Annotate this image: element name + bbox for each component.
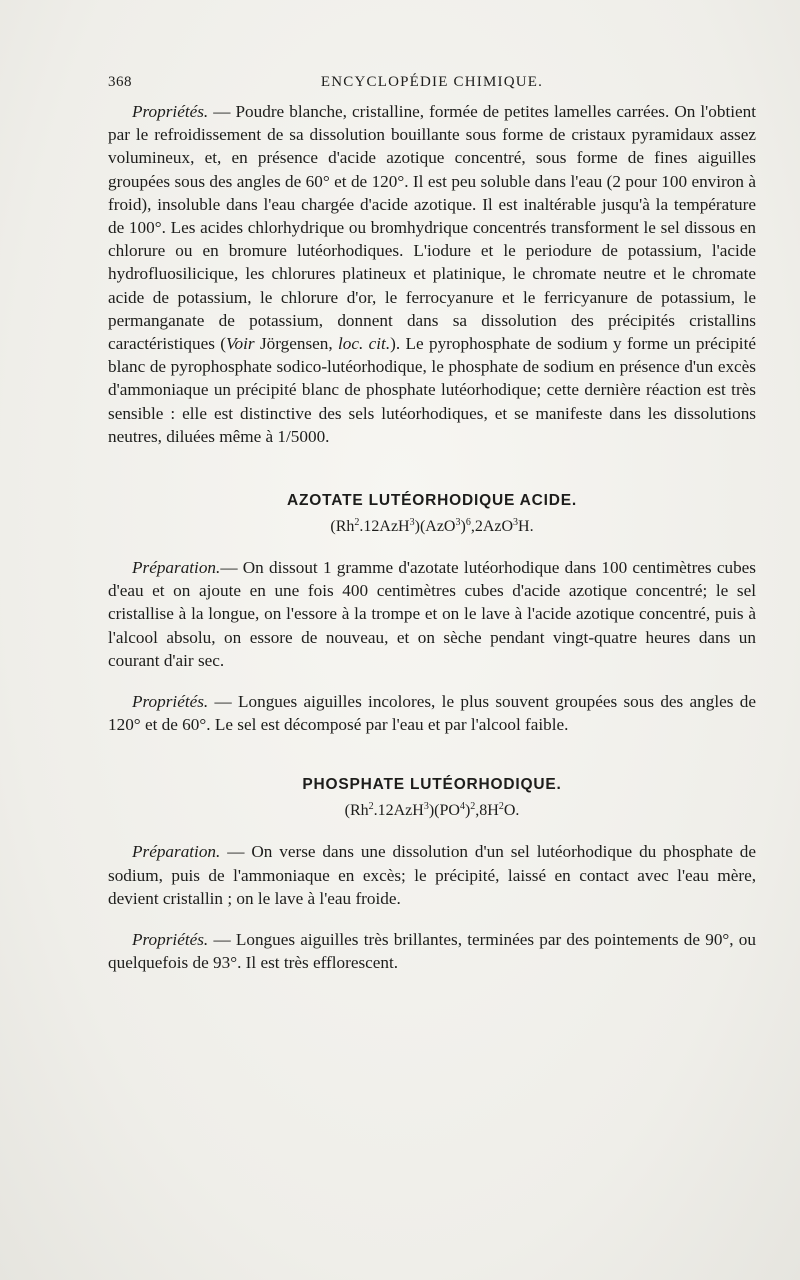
paragraph-text: — On verse dans une dissolution d'un sel lutéorhodique du phosphate de sodium, puis de l'ammoniaque en excès; le précipité, laissé en contact avec l'eau mère, devient cristallin ; on le lave à l'eau froide. xyxy=(108,842,756,908)
loc-cit-reference: loc. cit. xyxy=(338,334,391,354)
properties-paragraph-phosphate xyxy=(108,928,756,974)
formula-phosphate: $(Rh^2.12AzH^3)(PO^4)^2,8H^2O$. xyxy=(344,801,520,820)
paragraph-text: — Longues aiguilles incolores, le plus souvent groupées sous des angles de 120° et de 60°. Le sel est décomposé par l'eau et par l'alcool faible. xyxy=(108,692,756,735)
paragraph-lead: Préparation. xyxy=(132,842,221,862)
properties-paragraph-azotate xyxy=(108,690,756,736)
preparation-paragraph-phosphate xyxy=(108,840,756,910)
paragraph-text: ). Le pyrophosphate de sodium y forme un précipité blanc de pyrophosphate sodico-lutéorhodique, le phosphate de sodium en présence d'un excès d'ammoniaque un précipité blanc de phosphate lutéorhodique; cette dernière réaction est très sensible : elle est distinctive des sels lutéorhodiques, et se manifeste dans les dissolutions neutres, diluées même à 1/5000. xyxy=(108,334,756,446)
page-number: 368 xyxy=(108,74,132,90)
running-title: ENCYCLOPÉDIE CHIMIQUE. xyxy=(320,74,544,90)
voir-reference: Voir xyxy=(225,334,255,354)
section-title-phosphate: PHOSPHATE LUTÉORHODIQUE. xyxy=(302,776,562,794)
section-title-azotate: AZOTATE LUTÉORHODIQUE ACIDE. xyxy=(287,492,577,510)
paragraph-text: — Poudre blanche, cristalline, formée de petites lamelles carrées. On l'obtient par le refroidissement de sa dissolution bouillante sous forme de cristaux pyramidaux assez volumineux, et, en présence d'acide azotique concentré, sous forme de fines aiguilles groupées sous des angles de 60° et de 120°. Il est peu soluble dans l'eau (2 pour 100 environ à froid), insoluble dans l'eau chargée d'acide azotique. Il est inaltérable jusqu'à la température de 100°. Les acides chlorhydrique ou bromhydrique concentrés transforment le sel dissous en chlorure ou en bromure lutéorhodiques. L'iodure et le periodure de potassium, l'acide hydrofluosilicique, les chlorures platineux et platinique, le chromate neutre et le chromate acide de potassium, le chlorure d'or, le ferrocyanure et le ferricyanure de potassium, le permanganate de potassium, donnent dans sa dissolution des précipités cristallins caractéristiques ( xyxy=(108,102,756,354)
preparation-paragraph-azotate xyxy=(108,556,756,672)
paragraph-text: Jörgensen, xyxy=(254,334,339,354)
paragraph-lead: Propriétés. xyxy=(132,692,209,712)
page-content xyxy=(108,100,756,974)
formula-azotate: $(Rh^2.12AzH^3)(AzO^3)^6,2AzO^3H$. xyxy=(330,517,534,536)
paragraph-lead: Préparation. xyxy=(132,558,221,578)
properties-paragraph xyxy=(108,100,756,448)
paragraph-lead: Propriétés. xyxy=(132,930,209,950)
paragraph-lead: Propriétés. xyxy=(132,102,209,121)
paragraph-text: — On dissout 1 gramme d'azotate lutéorhodique dans 100 centimètres cubes d'eau et on ajoute en une fois 400 centimètres cubes d'acide azotique concentré; le sel cristallise à la longue, on l'essore à la trompe et on le lave à l'acide azotique concentré, puis à l'alcool absolu, on essore de nouveau, et on sèche pendant vingt-quatre heures dans un courant d'air sec. xyxy=(108,558,756,670)
page-header xyxy=(108,74,756,96)
paragraph-text: — Longues aiguilles très brillantes, terminées par des pointements de 90°, ou quelquefois de 93°. Il est très efflorescent. xyxy=(108,930,756,973)
